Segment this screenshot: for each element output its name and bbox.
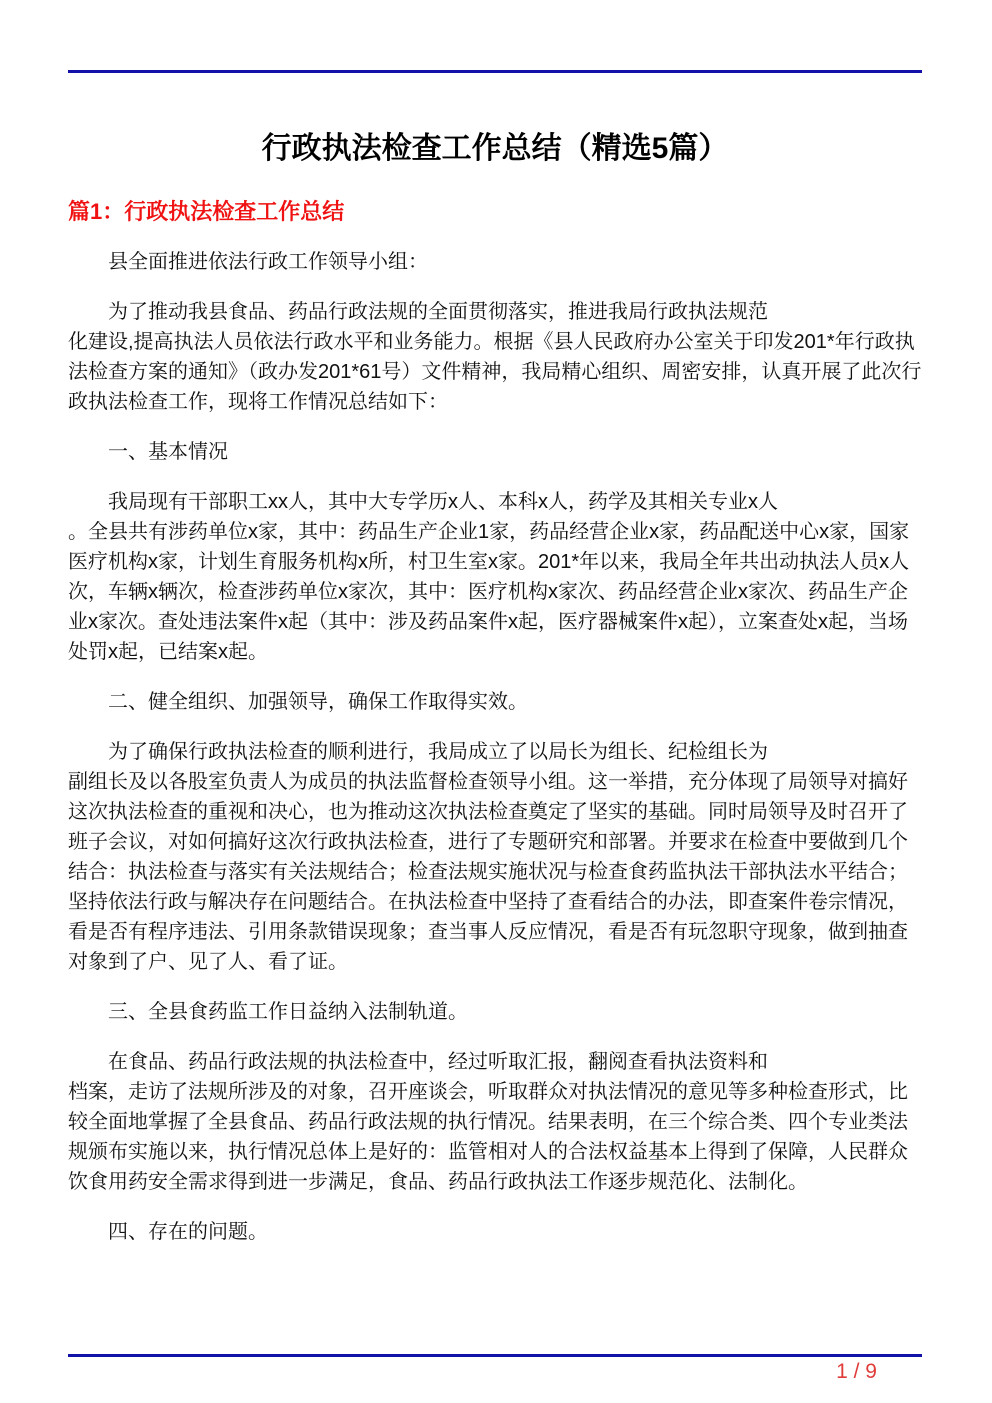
- top-rule: [68, 70, 922, 73]
- paragraph: 我局现有干部职工xx人，其中大专学历x人、本科x人，药学及其相关专业x人 。全县共有涉药单位x家，其中：药品生产企业1家，药品经营企业x家，药品配送中心x家，国家医疗机构x家，计划生育服务机构x所，村卫生室x家。201*年以来，我局全年共出动执法人员x人次，车辆x辆次，检查涉药单位x家次，其中：医疗机构x家次、药品经营企业x家次、药品生产企业x家次。查处违法案件x起（其中：涉及药品案件x起，医疗器械案件x起），立案查处x起，当场处罚x起，已结案x起。: [68, 491, 910, 663]
- page-number: 1 / 9: [836, 1360, 877, 1383]
- document-body: [68, 247, 922, 1247]
- paragraph: 二、健全组织、加强领导，确保工作取得实效。: [108, 691, 528, 713]
- section-heading: 篇1：行政执法检查工作总结: [68, 199, 345, 224]
- paragraph: 为了确保行政执法检查的顺利进行，我局成立了以局长为组长、纪检组长为 副组长及以各股室负责人为成员的执法监督检查领导小组。这一举措，充分体现了局领导对搞好这次执法检查的重视和决心，也为推动这次执法检查奠定了坚实的基础。同时局领导及时召开了班子会议，对如何搞好这次行政执法检查，进行了专题研究和部署。并要求在检查中要做到几个结合：执法检查与落实有关法规结合；检查法规实施状况与检查食药监执法干部执法水平结合；坚持依法行政与解决存在问题结合。在执法检查中坚持了查看结合的办法，即查案件卷宗情况，看是否有程序违法、引用条款错误现象；查当事人反应情况，看是否有玩忽职守现象，做到抽查对象到了户、见了人、看了证。: [68, 741, 908, 973]
- document-title: 行政执法检查工作总结（精选5篇）: [261, 132, 729, 165]
- page-content: [68, 0, 922, 1247]
- paragraph: 四、存在的问题。: [108, 1221, 268, 1243]
- paragraph: 三、全县食药监工作日益纳入法制轨道。: [108, 1001, 468, 1023]
- paragraph: 为了推动我县食品、药品行政法规的全面贯彻落实，推进我局行政执法规范 化建设,提高执法人员依法行政水平和业务能力。根据《县人民政府办公室关于印发201*年行政执法检查方案的通知》（政办发201*61号）文件精神，我局精心组织、周密安排，认真开展了此次行政执法检查工作，现将工作情况总结如下：: [68, 301, 922, 413]
- paragraph: 在食品、药品行政法规的执法检查中，经过听取汇报，翻阅查看执法资料和 档案，走访了法规所涉及的对象，召开座谈会，听取群众对执法情况的意见等多种检查形式，比较全面地掌握了全县食品、药品行政法规的执行情况。结果表明，在三个综合类、四个专业类法规颁布实施以来，执行情况总体上是好的：监管相对人的合法权益基本上得到了保障，人民群众饮食用药安全需求得到进一步满足，食品、药品行政执法工作逐步规范化、法制化。: [68, 1051, 908, 1193]
- paragraph: 县全面推进依法行政工作领导小组：: [108, 251, 428, 273]
- paragraph: 一、基本情况: [108, 441, 228, 463]
- bottom-rule: [68, 1354, 922, 1357]
